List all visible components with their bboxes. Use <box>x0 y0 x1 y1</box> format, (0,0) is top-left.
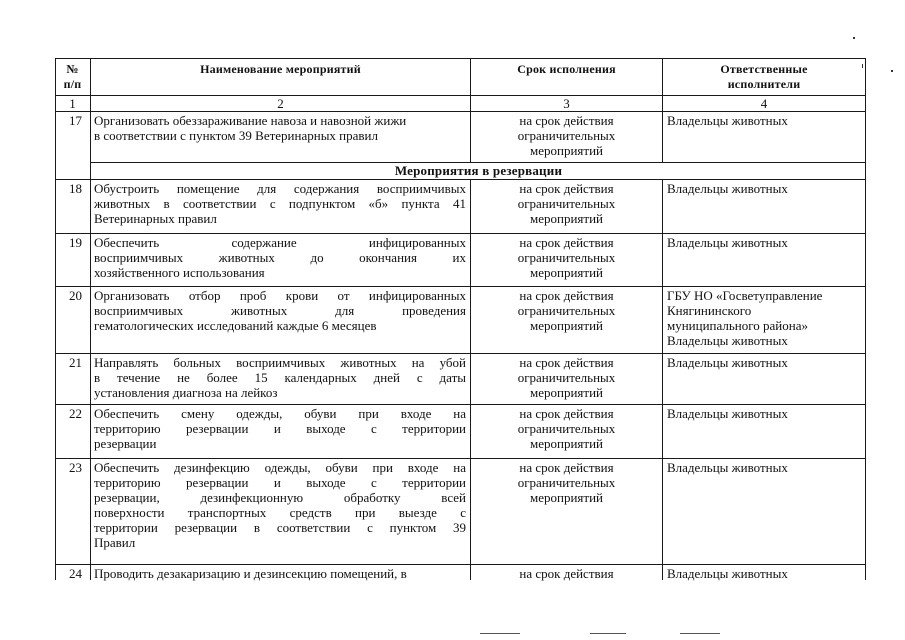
row-18-bottom-border <box>55 233 866 234</box>
scan-speck <box>891 70 893 72</box>
row-text-line: восприимчивых животных до окончания их <box>94 250 466 265</box>
row-text-line: Обустроить помещение для содержания восприимчивых <box>94 181 466 196</box>
row-22-bottom-border <box>55 458 866 459</box>
row-number: 22 <box>69 406 82 421</box>
header-number: № п/п <box>63 62 82 91</box>
row-responsible: ГБУ НО «Госветуправление Княгининского муниципального района» Владельцы животных <box>667 288 823 348</box>
row-deadline: на срок действия ограничительных мероприятий <box>517 406 616 451</box>
scan-speck <box>853 37 855 39</box>
index-cell: 4 <box>760 96 768 111</box>
row-deadline: на срок действия ограничительных мероприятий <box>517 181 616 226</box>
row-21-bottom-border <box>55 404 866 405</box>
row-text-line: резервации <box>94 436 157 451</box>
row-text-line: территорию резервации и выходе с территории <box>94 475 466 490</box>
header-measure-name: Наименование мероприятий <box>200 62 361 76</box>
row-text-line: Обеспечить содержание инфицированных <box>94 235 466 250</box>
row-text-line: резервации, дезинфекционную обработку всей <box>94 490 466 505</box>
row-deadline: на срок действия ограничительных мероприятий <box>517 235 616 280</box>
col-border-left <box>55 58 56 580</box>
row-number: 20 <box>69 288 82 303</box>
col-border-term <box>662 179 663 580</box>
row-19-bottom-border <box>55 286 866 287</box>
row-responsible: Владельцы животных <box>667 460 788 475</box>
row-deadline: на срок действия ограничительных мероприятий <box>517 355 616 400</box>
row-text-line: Обеспечить дезинфекцию одежды, обуви при входе на <box>94 460 466 475</box>
row-text-line: в течение не более 15 календарных дней с даты <box>94 370 466 385</box>
row-text-line: территорию резервации и выходе с территории <box>94 421 466 436</box>
row-text-line: восприимчивых животных для проведения <box>94 303 466 318</box>
row-text-line: Ветеринарных правил <box>94 211 217 226</box>
row-text-line: в соответствии с пунктом 39 Ветеринарных правил <box>94 128 378 143</box>
row-text-line: установления диагноза на лейкоз <box>94 385 278 400</box>
row-23-bottom-border <box>55 564 866 565</box>
col-border-num <box>90 58 91 580</box>
row-responsible: Владельцы животных <box>667 406 788 421</box>
row-20-bottom-border <box>55 353 866 354</box>
row-responsible: Владельцы животных <box>667 113 788 128</box>
row-text-line: территории резервации в соответствии с пунктом 39 <box>94 520 466 535</box>
index-cell: 1 <box>69 96 76 111</box>
row-text-line: Правил <box>94 535 136 550</box>
index-row-bottom-border <box>55 111 866 112</box>
index-cell: 2 <box>277 96 284 111</box>
col-border-right <box>865 58 866 580</box>
row-text-line: Проводить дезакаризацию и дезинсекцию помещений, в <box>94 566 407 581</box>
header-deadline: Срок исполнения <box>517 62 616 76</box>
row-text-line: Организовать отбор проб крови от инфицированных <box>94 288 466 303</box>
table-top-border <box>55 58 866 59</box>
row-number: 19 <box>69 235 82 250</box>
section-bottom-border <box>55 179 866 180</box>
page-edge-mark <box>680 633 720 634</box>
row-text-line: животных в соответствии с подпунктом «б» пункта 41 <box>94 196 466 211</box>
row-deadline: на срок действия ограничительных мероприятий <box>517 288 616 333</box>
row-responsible: Владельцы животных <box>667 566 788 581</box>
scan-speck <box>862 64 863 68</box>
row-deadline: на срок действия ограничительных мероприятий <box>517 113 616 158</box>
row-number: 24 <box>69 566 82 581</box>
header-responsible: Ответственные исполнители <box>720 62 808 91</box>
row-text-line: поверхности транспортных средств при выезде с <box>94 505 466 520</box>
section-title: Мероприятия в резервации <box>394 163 563 178</box>
row-number: 17 <box>69 113 82 128</box>
row-deadline: на срок действия ограничительных мероприятий <box>517 460 616 505</box>
row-number: 18 <box>69 181 82 196</box>
row-text-line: хозяйственного использования <box>94 265 265 280</box>
page-edge-mark <box>590 633 626 634</box>
row-number: 21 <box>69 355 82 370</box>
row-deadline: на срок действия <box>519 566 614 581</box>
index-cell: 3 <box>563 96 570 111</box>
row-responsible: Владельцы животных <box>667 181 788 196</box>
row-text-line: Организовать обеззараживание навоза и навозной жижи <box>94 113 407 128</box>
row-text-line: гематологических исследований каждые 6 месяцев <box>94 318 377 333</box>
row-text-line: Обеспечить смену одежды, обуви при входе на <box>94 406 466 421</box>
row-text-line: Направлять больных восприимчивых животных на убой <box>94 355 466 370</box>
row-responsible: Владельцы животных <box>667 235 788 250</box>
row-responsible: Владельцы животных <box>667 355 788 370</box>
row-number: 23 <box>69 460 82 475</box>
page-edge-mark <box>480 633 520 634</box>
